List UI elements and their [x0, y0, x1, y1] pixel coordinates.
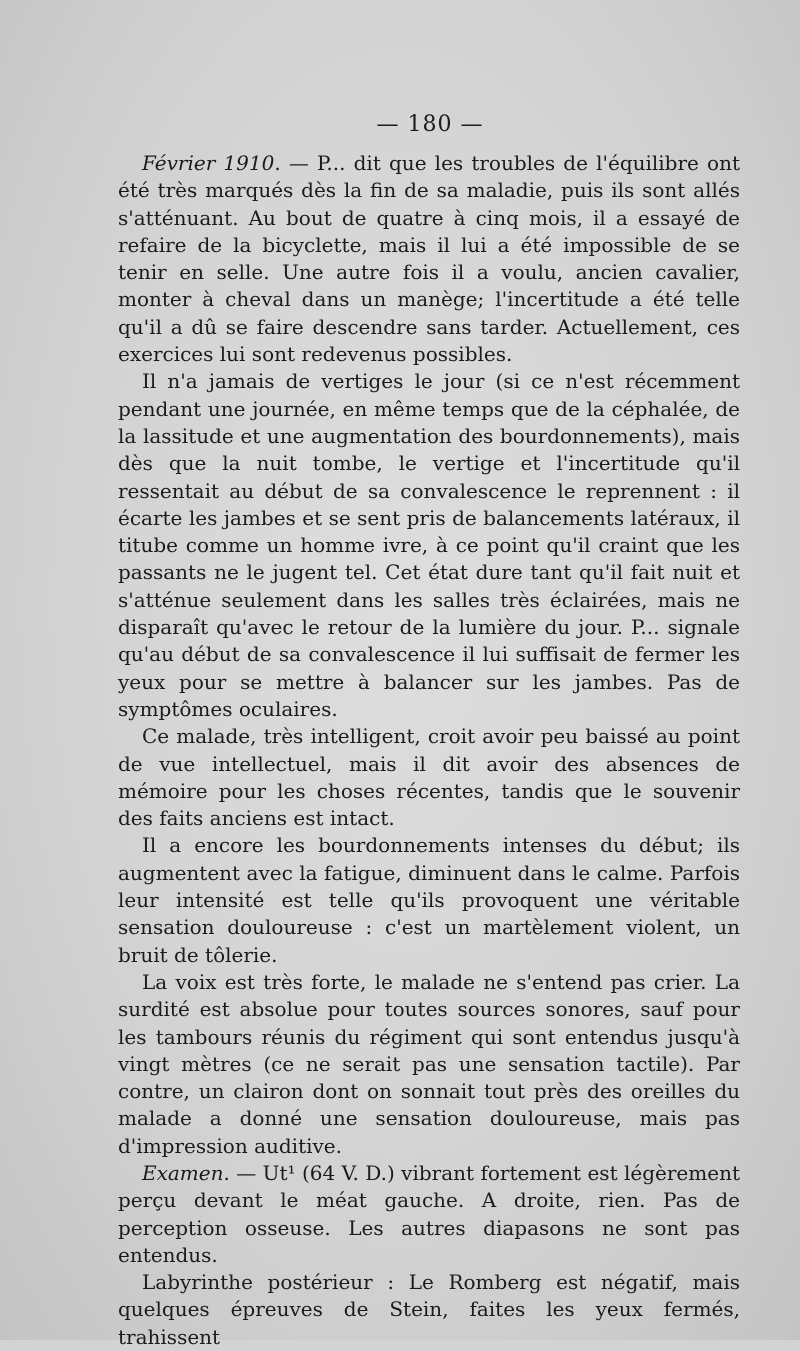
paragraph-labyrinthe [118, 1269, 740, 1351]
paragraph-text: — P... dit que les troubles de l'équilibre ont été très marqués dès la fin de sa maladie, puis ils sont allés s'atténuant. Au bout de quatre à cinq mois, il a essayé de refaire de la bicyclette, mais il lui a été impossible de se tenir en selle. Une autre fois il a voulu, ancien cavalier, monter à cheval dans un manège; l'incertitude a été telle qu'il a dû se faire descendre sans tarder. Actuellement, ces exercices lui sont redevenus possibles. [118, 151, 740, 367]
paragraph-text: — Ut¹ (64 V. D.) vibrant fortement est légèrement perçu devant le méat gauche. A droite, rien. Pas de perception osseuse. Les autres diapasons ne sont pas entendus. [118, 1160, 740, 1267]
paragraph-bourdonnements [118, 832, 740, 968]
paragraph-examen-lead: Examen. [142, 1160, 230, 1185]
page-number: — 180 — [376, 112, 484, 137]
paragraph-text: La voix est très forte, le malade ne s'entend pas crier. La surdité est absolue pour toutes sources sonores, sauf pour les tambours réunis du régiment qui sont entendus jusqu'à vingt mètres (ce ne serait pas une sensation tactile). Par contre, un clairon dont on sonnait tout près des oreilles du malade a donné une sensation douloureuse, mais pas d'impression auditive. [118, 969, 740, 1158]
paragraph-text: Labyrinthe postérieur : Le Romberg est négatif, mais quelques épreuves de Stein, faites les yeux fermés, trahissent [118, 1270, 740, 1349]
paragraph-examen [118, 1160, 740, 1269]
paragraph-fevrier-1910 [118, 150, 740, 368]
body-text [118, 150, 740, 1351]
paragraph-text: Ce malade, très intelligent, croit avoir peu baissé au point de vue intellectuel, mais il dit avoir des absences de mémoire pour les choses récentes, tandis que le souvenir des faits anciens est intact. [118, 724, 740, 831]
paragraph-intelligence [118, 723, 740, 832]
paragraph-surdite [118, 969, 740, 1160]
paragraph-date-lead: Février 1910. [142, 151, 281, 175]
paragraph-text: Il a encore les bourdonnements intenses du début; ils augmentent avec la fatigue, diminuent dans le calme. Parfois leur intensité est telle qu'ils provoquent une véritable sensation douloureuse : c'est un martèlement violent, un bruit de tôlerie. [118, 833, 740, 967]
paragraph-vertiges [118, 368, 740, 723]
paragraph-text: Il n'a jamais de vertiges le jour (si ce n'est récemment pendant une journée, en même temps que de la céphalée, de la lassitude et une augmentation des bourdonnements), mais dès que la nuit tombe, le vertige et l'incertitude qu'il ressentait au début de sa convalescence le reprennent : il écarte les jambes et se sent pris de balancements latéraux, il titube comme un homme ivre, à ce point qu'il craint que les passants ne le jugent tel. Cet état dure tant qu'il fait nuit et s'atténue seulement dans les salles très éclairées, mais ne disparaît qu'avec le retour de la lumière du jour. P... signale qu'au début de sa convalescence il lui suffisait de fermer les yeux pour se mettre à balancer sur les jambes. Pas de symptômes oculaires. [118, 369, 740, 721]
